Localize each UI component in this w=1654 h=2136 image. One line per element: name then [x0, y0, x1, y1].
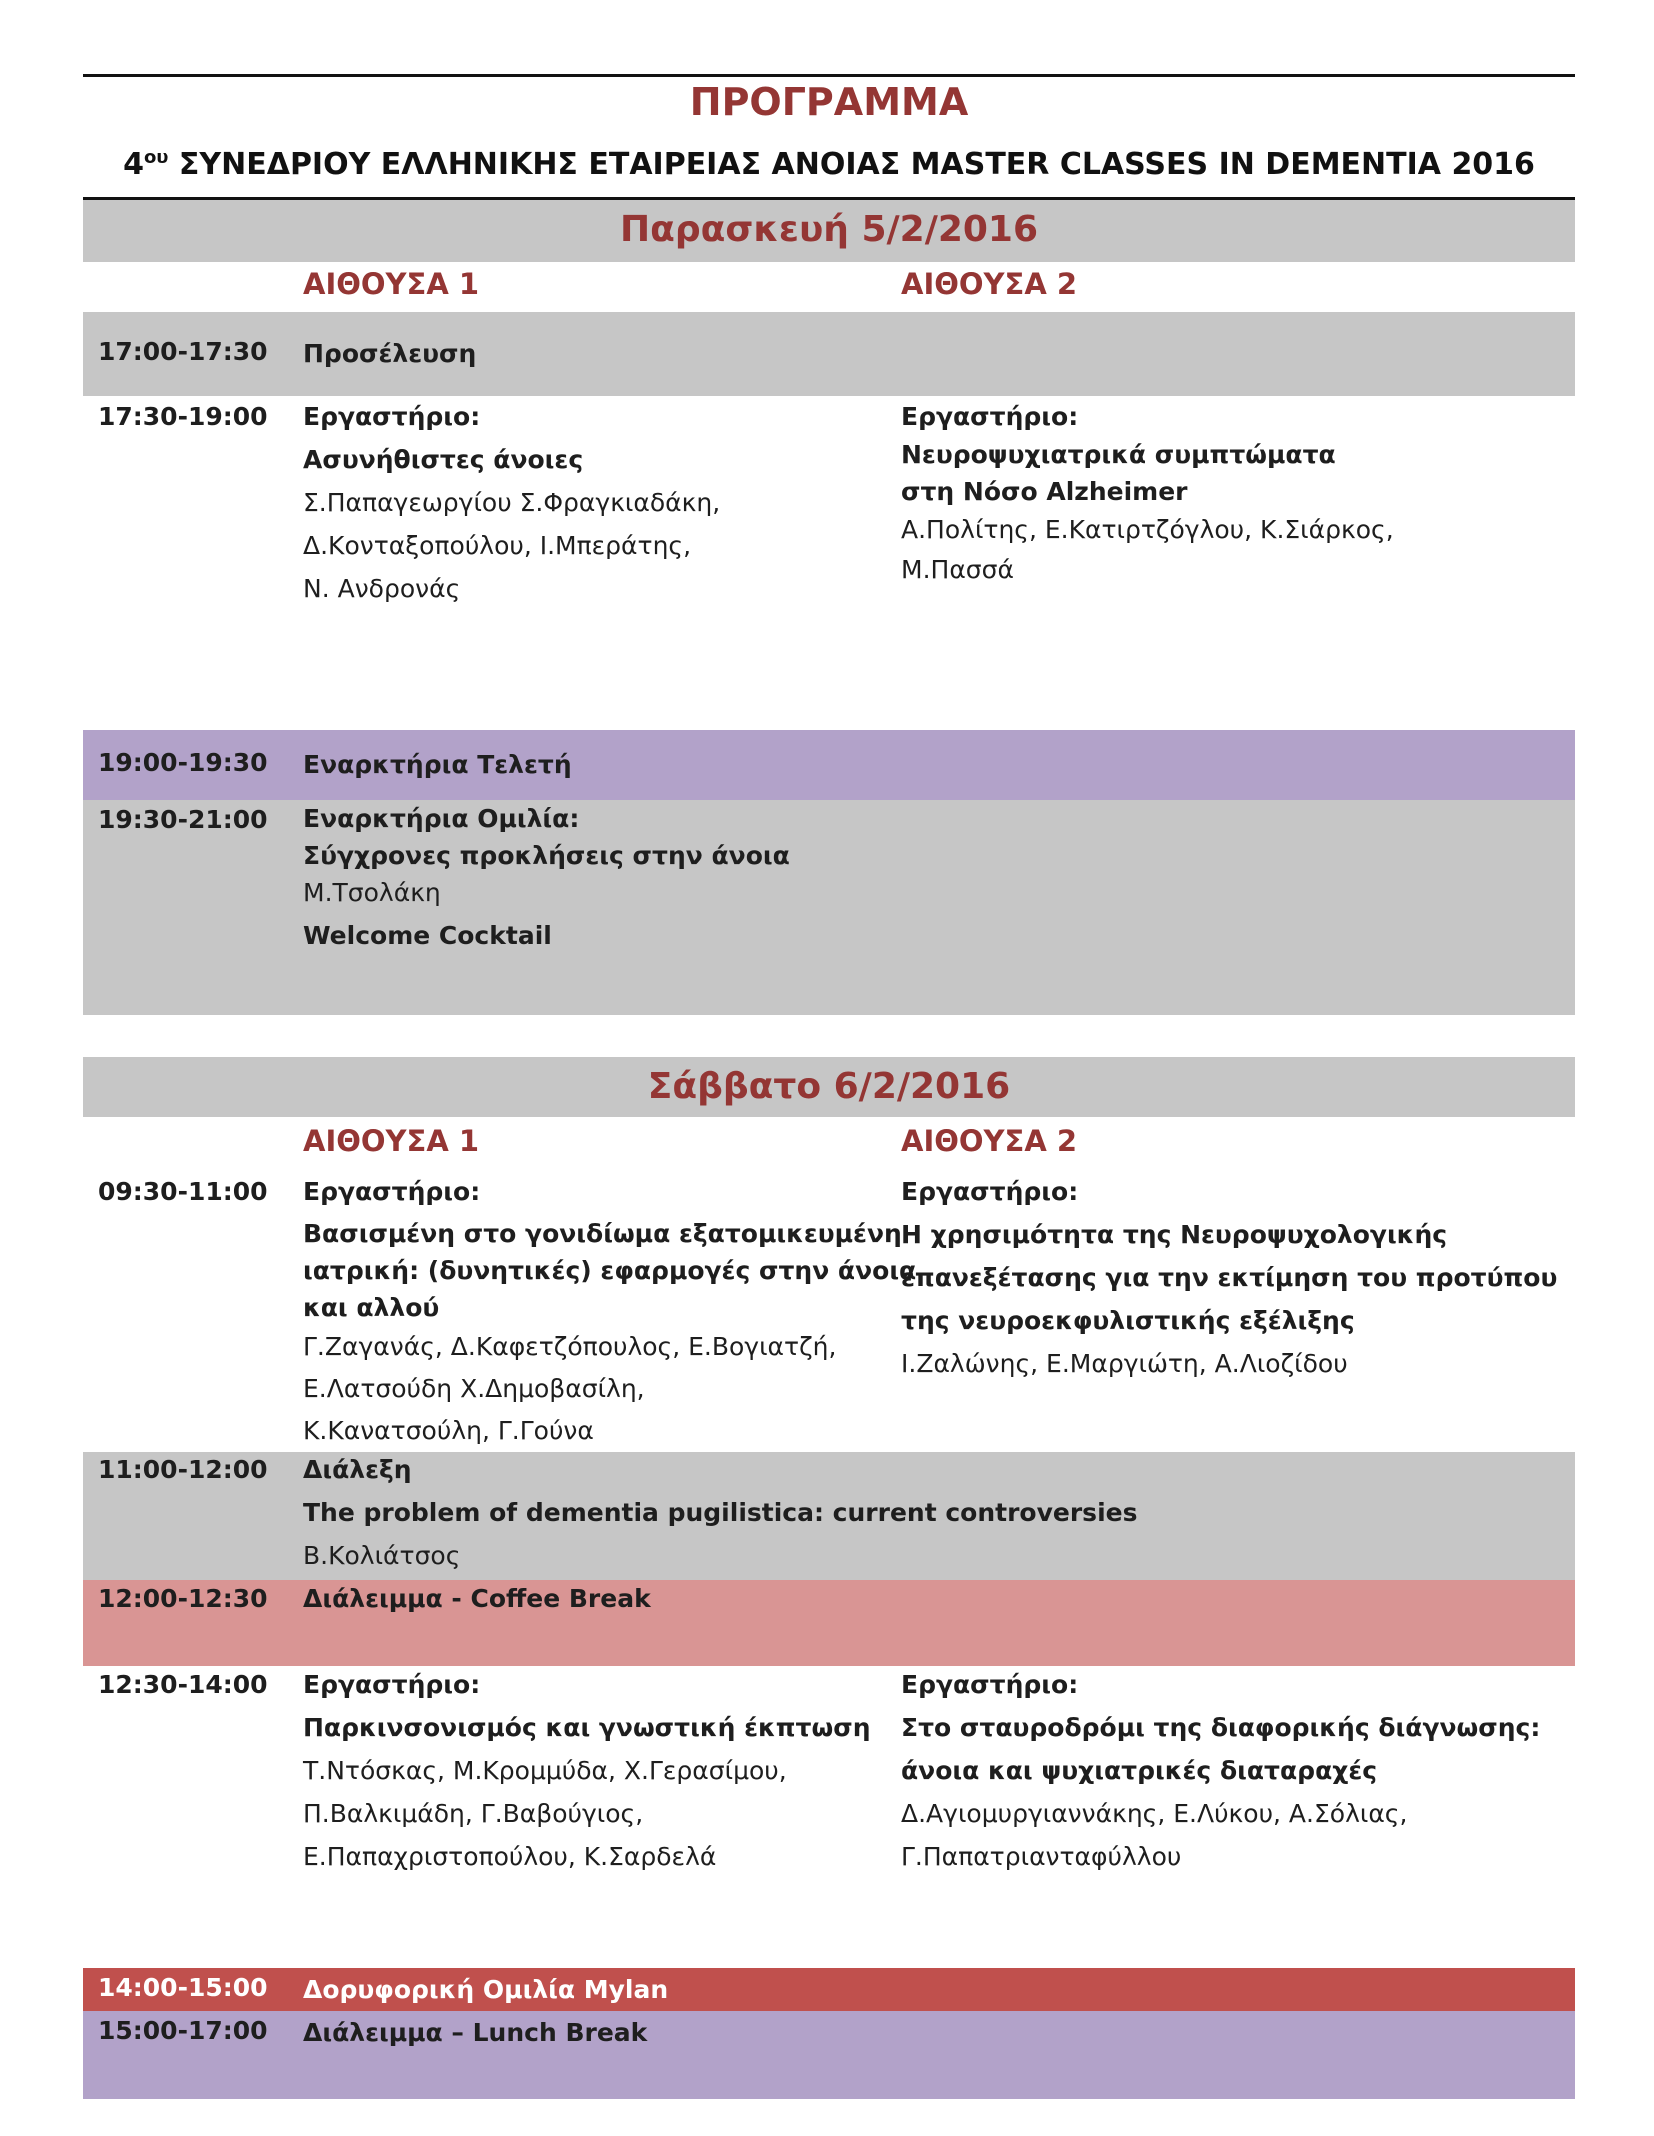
speaker-line: Ε.Λατσούδη Χ.Δημοβασίλη,	[303, 1374, 645, 1403]
speaker-line: Σ.Παπαγεωργίου Σ.Φραγκιαδάκη,	[303, 488, 721, 517]
day1-session3-title: Εναρκτήρια Τελετή	[303, 750, 572, 779]
lecture-title: The problem of dementia pugilistica: current controversies	[303, 1498, 1138, 1527]
workshop-title: Η χρησιμότητα της Νευροψυχολογικής	[901, 1220, 1448, 1249]
workshop-label: Εργαστήριο:	[303, 1177, 481, 1206]
workshop-label: Εργαστήριο:	[303, 402, 481, 431]
day2-room2: ΑΙΘΟΥΣΑ 2	[901, 1124, 1078, 1158]
workshop-label: Εργαστήριο:	[303, 1670, 481, 1699]
speaker-line: Α.Πολίτης, Ε.Κατιρτζόγλου, Κ.Σιάρκος,	[901, 515, 1394, 544]
speaker-line: Β.Κολιάτσος	[303, 1541, 461, 1570]
day1-session2-time: 17:30-19:00	[98, 402, 268, 431]
day2-session5-time: 14:00-15:00	[98, 1973, 268, 2002]
day2-session1-time: 09:30-11:00	[98, 1177, 268, 1206]
subtitle-sup: ου	[143, 147, 169, 168]
day2-session3-time: 12:00-12:30	[98, 1584, 268, 1613]
speaker-line: Ι.Ζαλώνης, Ε.Μαργιώτη, Α.Λιοζίδου	[901, 1349, 1348, 1378]
day2-room1: ΑΙΘΟΥΣΑ 1	[303, 1124, 480, 1158]
day1-session3-time: 19:00-19:30	[98, 748, 268, 777]
speaker-line: Γ.Παπατριανταφύλλου	[901, 1842, 1182, 1871]
workshop-label: Εργαστήριο:	[901, 1670, 1079, 1699]
page-title: ΠΡΟΓΡΑΜΜΑ	[689, 80, 969, 124]
workshop-title: Βασισμένη στο γονιδίωμα εξατομικευμένη	[303, 1219, 902, 1248]
workshop-label: Εργαστήριο:	[901, 1177, 1079, 1206]
speaker-line: Μ.Τσολάκη	[303, 878, 441, 907]
welcome-cocktail: Welcome Cocktail	[303, 921, 552, 950]
speaker-line: Τ.Ντόσκας, Μ.Κρομμύδα, Χ.Γερασίμου,	[303, 1756, 787, 1785]
workshop-title: στη Νόσο Alzheimer	[901, 477, 1188, 506]
workshop-title: άνοια και ψυχιατρικές διαταραχές	[901, 1756, 1378, 1785]
day1-header: Παρασκευή 5/2/2016	[83, 200, 1575, 262]
top-rule	[83, 74, 1575, 77]
workshop-title: ιατρική: (δυνητικές) εφαρμογές στην άνοια	[303, 1256, 917, 1285]
day2-session6-time: 15:00-17:00	[98, 2016, 268, 2045]
day1-session1-title: Προσέλευση	[303, 339, 477, 368]
day1-session1-time: 17:00-17:30	[98, 337, 268, 366]
speaker-line: Γ.Ζαγανάς, Δ.Καφετζόπουλος, Ε.Βογιατζή,	[303, 1332, 837, 1361]
speaker-line: Κ.Κανατσούλη, Γ.Γούνα	[303, 1416, 594, 1445]
workshop-title: και αλλού	[303, 1293, 440, 1322]
speaker-line: Μ.Πασσά	[901, 555, 1014, 584]
satellite-talk-title: Δορυφορική Ομιλία Mylan	[303, 1975, 669, 2004]
day2-session4-time: 12:30-14:00	[98, 1670, 268, 1699]
workshop-title: Στο σταυροδρόμι της διαφορικής διάγνωσης:	[901, 1713, 1541, 1742]
workshop-title: Ασυνήθιστες άνοιες	[303, 445, 584, 474]
lunch-break-title: Διάλειμμα – Lunch Break	[303, 2018, 648, 2047]
workshop-title: Παρκινσονισμός και γνωστική έκπτωση	[303, 1713, 871, 1742]
speaker-line: Ε.Παπαχριστοπούλου, Κ.Σαρδελά	[303, 1842, 717, 1871]
opening-talk-title: Σύγχρονες προκλήσεις στην άνοια	[303, 841, 790, 870]
page-subtitle	[83, 147, 1575, 182]
workshop-label: Εργαστήριο:	[901, 402, 1079, 431]
speaker-line: Π.Βαλκιμάδη, Γ.Βαβούγιος,	[303, 1799, 644, 1828]
workshop-title: Νευροψυχιατρικά συμπτώματα	[901, 440, 1336, 469]
speaker-line: Ν. Ανδρονάς	[303, 574, 461, 603]
day1-room2: ΑΙΘΟΥΣΑ 2	[901, 267, 1078, 301]
day1-room1: ΑΙΘΟΥΣΑ 1	[303, 267, 480, 301]
day2-session2-time: 11:00-12:00	[98, 1455, 268, 1484]
lecture-label: Διάλεξη	[303, 1455, 412, 1484]
workshop-title: της νευροεκφυλιστικής εξέλιξης	[901, 1306, 1355, 1335]
speaker-line: Δ.Κονταξοπούλου, Ι.Μπεράτης,	[303, 531, 692, 560]
day1-session4-time: 19:30-21:00	[98, 805, 268, 834]
opening-talk-label: Εναρκτήρια Ομιλία:	[303, 804, 580, 833]
subtitle-rest: ΣΥΝΕΔΡΙΟΥ ΕΛΛΗΝΙΚΗΣ ΕΤΑΙΡΕΙΑΣ ΑΝΟΙΑΣ MASTER CLASSES IN DEMENTIA 2016	[168, 147, 1535, 182]
workshop-title: επανεξέτασης για την εκτίμηση του προτύπου	[901, 1263, 1558, 1292]
day2-header: Σάββατο 6/2/2016	[83, 1057, 1575, 1117]
speaker-line: Δ.Αγιομυργιαννάκης, Ε.Λύκου, Α.Σόλιας,	[901, 1799, 1408, 1828]
subtitle-prefix: 4	[123, 147, 144, 182]
coffee-break-title: Διάλειμμα - Coffee Break	[303, 1584, 651, 1613]
